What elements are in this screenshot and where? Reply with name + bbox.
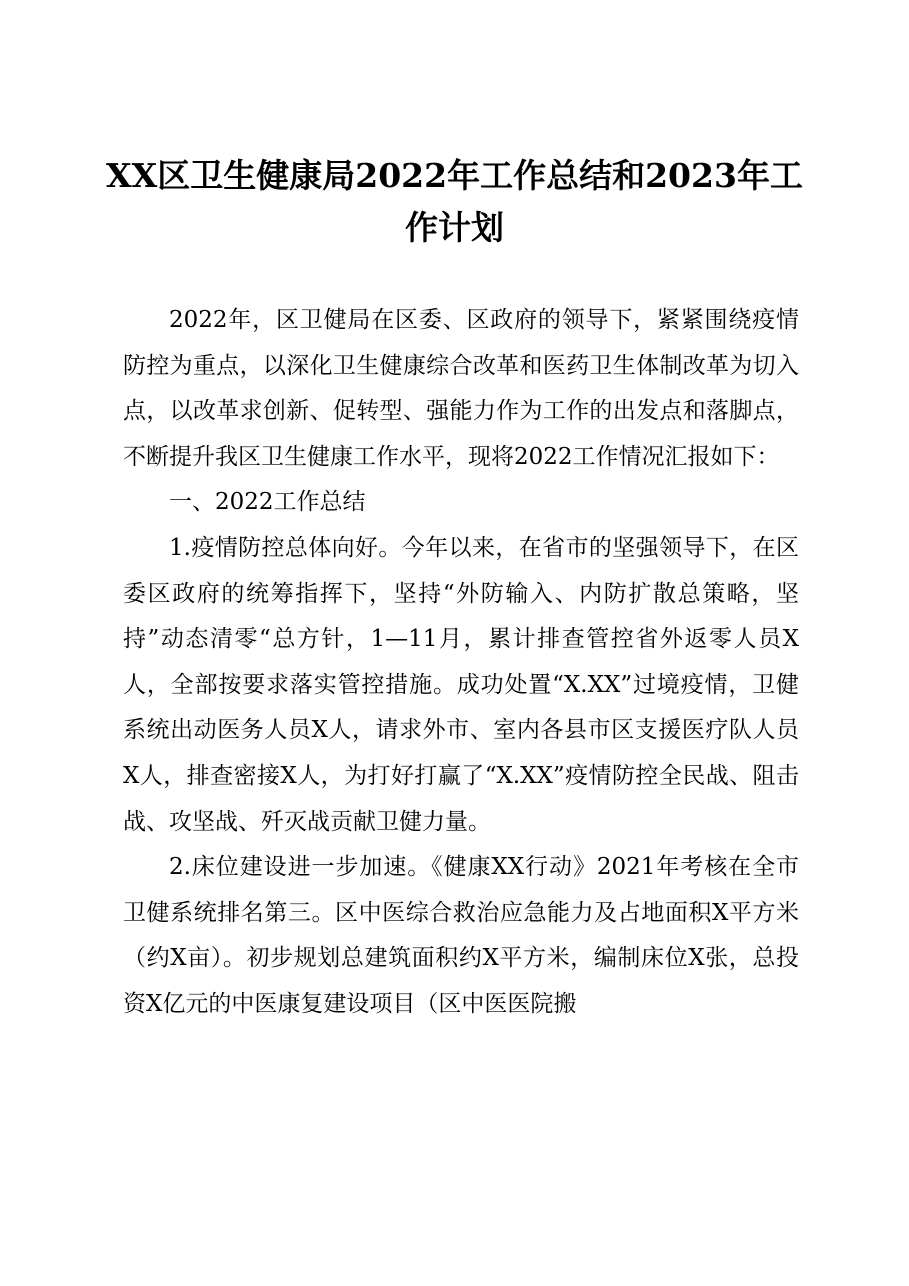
- paragraph-epidemic-control: 1.疫情防控总体向好。今年以来，在省市的坚强领导下，在区委区政府的统筹指挥下，坚持“外防输入、内防扩散总策略，坚持”动态清零“总方针，1—11月，累计排查管控省外返零人员X人，全部按要求落实管控措施。成功处置“X.XX”过境疫情，卫健系统出动医务人员X人，请求外市、室内各县市区支援医疗队人员X人，排查密接X人，为打好打赢了“X.XX”疫情防控全民战、阻击战、攻坚战、歼灭战贡献卫健力量。: [123, 534, 799, 835]
- section-heading: 一、2022工作总结: [169, 489, 366, 516]
- document-title: XX区卫生健康局2022年工作总结和2023年工作计划: [106, 156, 803, 247]
- paragraph-intro: 2022年，区卫健局在区委、区政府的领导下，紧紧围绕疫情防控为重点，以深化卫生健康综合改革和医药卫生体制改革为切入点，以改革求创新、促转型、强能力作为工作的出发点和落脚点，不断提升我区卫生健康工作水平，现将2022工作情况汇报如下：: [123, 307, 799, 470]
- document-body: [123, 298, 799, 1028]
- paragraph-bed-construction: 2.床位建设进一步加速。《健康XX行动》2021年考核在全市卫健系统排名第三。区中医综合救治应急能力及占地面积X平方米（约X亩）。初步规划总建筑面积约X平方米，编制床位X张，总投资X亿元的中医康复建设项目（区中医医院搬: [123, 854, 799, 1017]
